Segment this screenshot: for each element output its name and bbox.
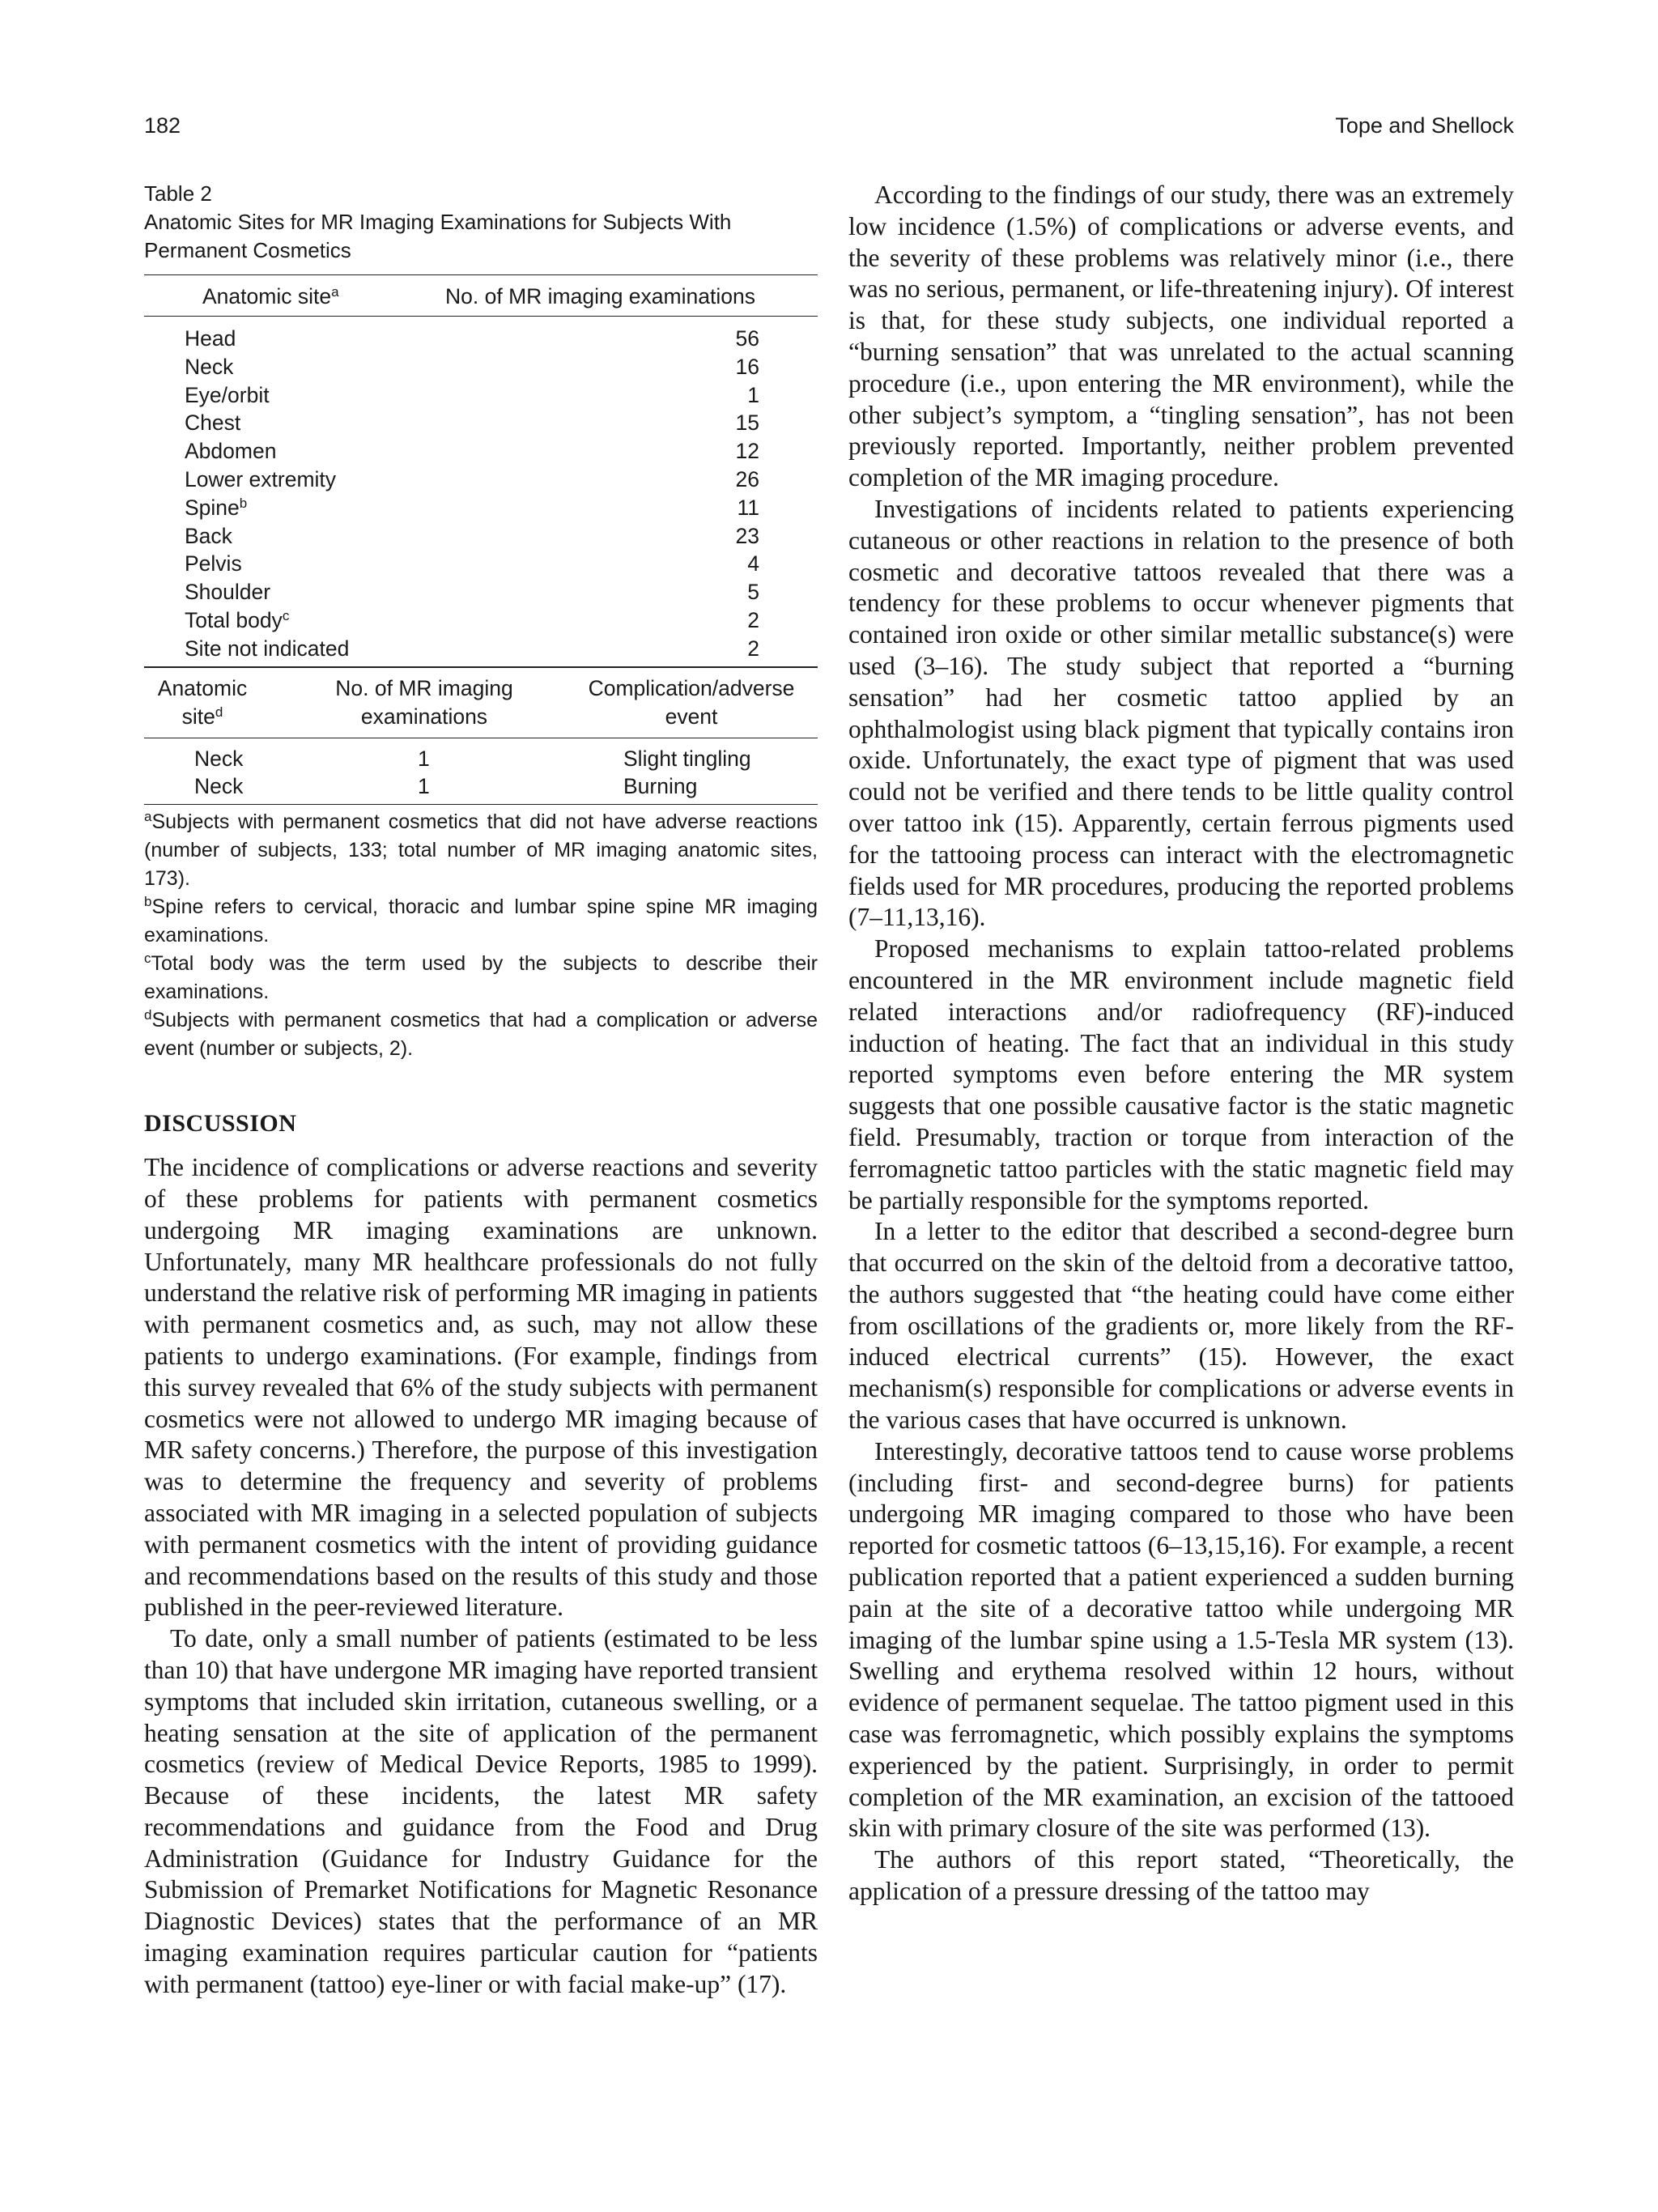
table-row: Back 23 [185,523,759,548]
page-header [144,113,1514,146]
table-row: Head 56 [185,326,759,351]
table-row: Shoulder 5 [185,580,759,605]
paragraph: To date, only a small number of patients (estimated to be less than 10) that have undergone MR imaging have reported transient symptoms that included skin irritation, cutaneous swelling, or a heating sensation at the site of application of the permanent cosmetics (review of Medical Device Reports, 1985 to 1999). Because of these incidents, the latest MR safety recommendations and guidance from the Food and Drug Administration (Guidance for Industry Guidance for the Submission of Premarket Notifications for Magnetic Resonance Diagnostic Devices) states that the performance of an MR imaging examination requires particular caution for “patients with permanent (tattoo) eye-liner or with facial make-up” (17). [144,1624,818,1998]
left-column [144,180,818,2001]
col-header-exam-count: No. of MR imaging examinations [445,284,755,308]
footnote: $^d$Subjects with permanent cosmetics that had a complication or adverse event (number or subjects, 2). [144,1007,818,1061]
table-row: Pelvis 4 [185,551,759,576]
col-header-exam-count-2: No. of MR imaging examinations [335,675,513,729]
table-part1-header [144,275,818,316]
table-title: Anatomic Sites for MR Imaging Examinations for Subjects With Permanent Cosmetics [144,210,732,262]
paragraph: The incidence of complications or adverse reactions and severity of these problems for patients with permanent cosmetics undergoing MR imaging examinations are unknown. Unfortunately, many MR healthcare professionals do not fully understand the relative risk of performing MR imaging in patients with permanent cosmetics and, as such, may not allow these patients to undergo examinations. (For example, findings from this survey revealed that 6% of the study subjects with permanent cosmetics were not allowed to undergo MR imaging because of MR safety concerns.) Therefore, the purpose of this investigation was to determine the frequency and severity of problems associated with MR imaging in a selected population of subjects with permanent cosmetics with the intent of providing guidance and recommendations based on the results of this study and those published in the peer-reviewed literature. [144,1153,818,1622]
paragraph: The authors of this report stated, “Theoretically, the application of a pressure dressing of the tattoo may [848,1845,1514,1906]
table-row: Spine$^b$ 11 [185,495,759,520]
table-part2-header [144,668,818,738]
col-header-adverse-event: Complication/adverse event [588,675,795,729]
col-header-anatomic-site-2: Anatomic site$^d$ [157,675,248,729]
col-header-anatomic-site: Anatomic site$^a$ [202,284,339,308]
table-row: Neck 16 [185,354,759,379]
table-part2-body [144,738,818,805]
table-row: Total body$^c$ 2 [185,607,759,632]
discussion-left-text [144,1152,818,2001]
table-2 [144,274,818,1063]
table-footnotes [144,805,818,1063]
paragraph: Interestingly, decorative tattoos tend to cause worse problems (including first- and second-degree burns) for patients undergoing MR imaging compared to those who have been reported for cosmetic tattoos (6–13,15,16). For example, a recent publication reported that a patient experienced a sudden burning pain at the site of a decorative tattoo while undergoing MR imaging of the lumbar spine using a 1.5-Tesla MR system (13). Swelling and erythema resolved within 12 hours, without evidence of permanent sequelae. The tattoo pigment used in this case was ferromagnetic, which possibly explains the symptoms experienced by the patient. Surprisingly, in order to permit completion of the MR examination, an excision of the tattooed skin with primary closure of the site was performed (13). [848,1436,1514,1843]
table-caption [144,180,818,265]
table-row: Lower extremity 26 [185,466,759,491]
table-row: Eye/orbit 1 [185,382,759,407]
section-heading-discussion: DISCUSSION [144,1110,297,1138]
table-part1-body [144,317,818,666]
table-label: Table 2 [144,181,212,206]
table-row: Abdomen 12 [185,439,759,464]
running-head: Tope and Shellock [1335,113,1514,138]
right-column [848,180,1514,1908]
table-row: Chest 15 [185,410,759,436]
paragraph: Proposed mechanisms to explain tattoo-related problems encountered in the MR environment include magnetic field related interactions and/or radiofrequency (RF)-induced induction of heating. The fact that an individual in this study reported symptoms even before entering the MR system suggests that one possible causative factor is the static magnetic field. Presumably, traction or torque from interaction of the ferromagnetic tattoo particles with the static magnetic field may be partially responsible for the symptoms reported. [848,934,1514,1214]
table-row: Neck 1 Burning [194,774,698,799]
page-number: 182 [144,113,181,138]
table-row: Neck 1 Slight tingling [194,746,751,771]
footnote: $^b$Spine refers to cervical, thoracic and lumbar spine spine MR imaging examinations. [144,894,818,947]
footnote: $^a$Subjects with permanent cosmetics that did not have adverse reactions (number of subjects, 133; total number of MR imaging anatomic sites, 173). [144,809,818,891]
table-row: Site not indicated 2 [185,636,759,661]
paragraph: According to the findings of our study, there was an extremely low incidence (1.5%) of complications or adverse events, and the severity of these problems was relatively minor (i.e., there was no serious, permanent, or life-threatening injury). Of interest is that, for these study subjects, one individual reported a “burning sensation” that was unrelated to the actual scanning procedure (i.e., upon entering the MR environment), while the other subject’s symptom, a “tingling sensation”, has not been previously reported. Importantly, neither problem prevented completion of the MR imaging procedure. [848,181,1514,492]
paragraph: Investigations of incidents related to patients experiencing cutaneous or other reactions in relation to the presence of both cosmetic and decorative tattoos revealed that there was a tendency for these problems to occur whenever pigments that contained iron oxide or other similar metallic substance(s) were used (3–16). The study subject that reported a “burning sensation” had her cosmetic tattoo applied by an ophthalmologist using black pigment that typically contains iron oxide. Unfortunately, the exact type of pigment that was used could not be verified and there tends to be little quality control over tattoo ink (15). Apparently, certain ferrous pigments used for the tattooing process can interact with the electromagnetic fields used for MR procedures, producing the reported problems (7–11,13,16). [848,494,1514,932]
paragraph: In a letter to the editor that described a second-degree burn that occurred on the skin of the deltoid from a decorative tattoo, the authors suggested that “the heating could have come either from oscillations of the gradients or, more likely from the RF-induced electrical currents” (15). However, the exact mechanism(s) responsible for complications or adverse events in the various cases that have occurred is unknown. [848,1217,1514,1435]
footnote: $^c$Total body was the term used by the subjects to describe their examinations. [144,951,818,1004]
